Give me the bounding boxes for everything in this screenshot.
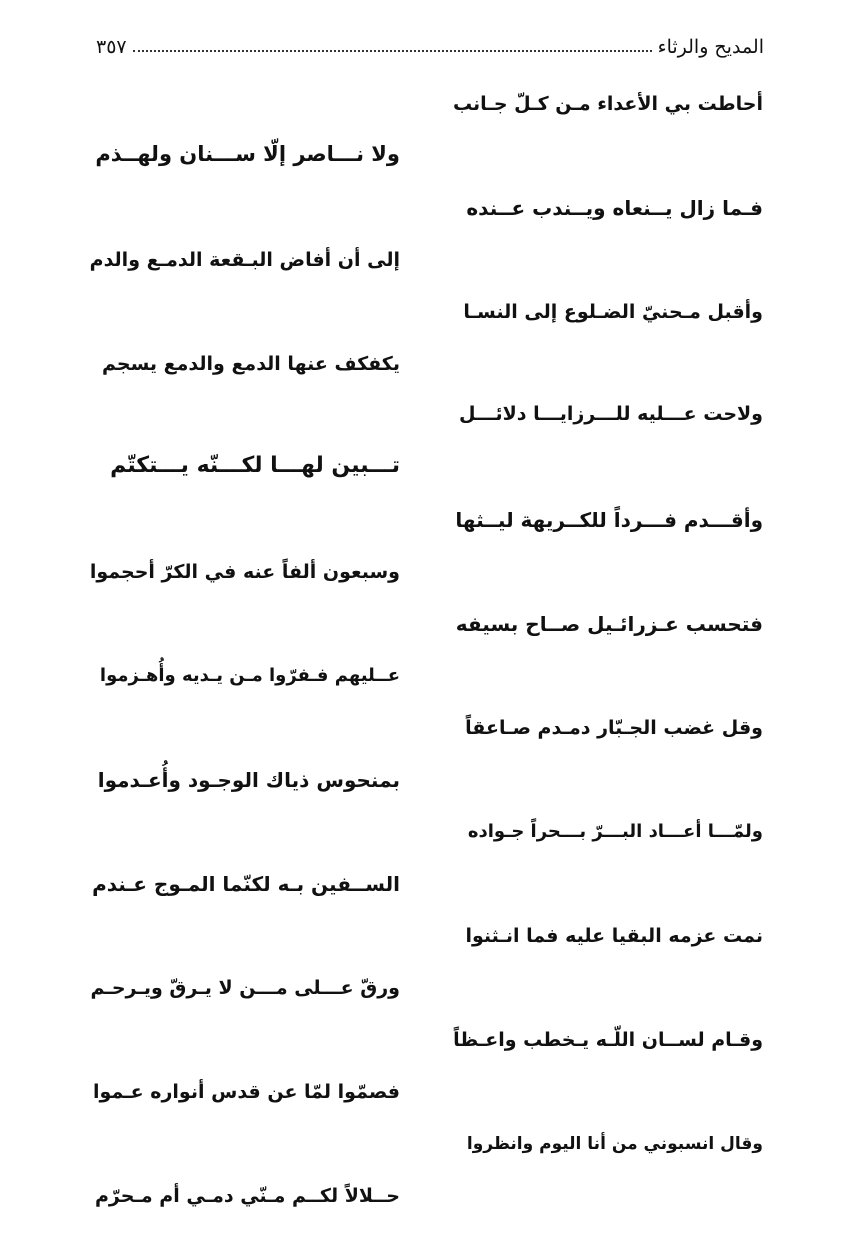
verse-9-first-hemistich: نمت عزمه البقيا عليه فما انـثنوا xyxy=(465,925,763,947)
verse-3-first-hemistich: وأقبل مـحنيّ الضـلوع إلى النسـا xyxy=(463,301,763,323)
page-number: ٣٥٧ xyxy=(96,36,127,58)
header-leader-dots xyxy=(133,38,652,52)
chapter-title: المديح والرثاء xyxy=(657,36,764,58)
running-header xyxy=(96,30,764,64)
verse-11-first-hemistich: وقال انسبوني من أنا اليوم وانظروا xyxy=(466,1134,763,1154)
verse-5-second-hemistich: وسبعون ألفاً عنه في الكرّ أحجموا xyxy=(89,561,400,583)
verse-10-first-hemistich: وقـام لســان اللّـه يـخطب واعـظاً xyxy=(453,1029,763,1051)
verse-2-first-hemistich: فـما زال يــنعاه ويــندب عــنده xyxy=(466,196,763,220)
verse-6-first-hemistich: فتحسب عـزرائـيل صــاح بسيفه xyxy=(455,612,763,636)
verse-10-second-hemistich: فصمّوا لمّا عن قدس أنواره عـموا xyxy=(93,1081,400,1103)
verse-3-second-hemistich: يكفكف عنها الدمع والدمع يسجم xyxy=(101,353,400,375)
verse-11-second-hemistich: حــلالاً لكــم مـنّي دمـي أم مـحرّم xyxy=(94,1185,400,1207)
verse-6-second-hemistich: عــليهم فـفرّوا مـن يـديه وأُهـزموا xyxy=(99,665,400,686)
verse-9-second-hemistich: ورقّ عـــلى مـــن لا يـرقّ ويـرحـم xyxy=(90,977,400,999)
verse-1-second-hemistich: ولا نـــاصر إلّا ســـنان ولهــذم xyxy=(95,142,400,166)
verse-1-first-hemistich: أحاطت بي الأعداء مـن كـلّ جـانب xyxy=(452,93,763,115)
verse-5-first-hemistich: وأقـــدم فـــرداً للكــريهة ليــثها xyxy=(455,508,763,532)
verse-7-first-hemistich: وقل غضب الجـبّار دمـدم صـاعقاً xyxy=(465,717,763,739)
verse-8-second-hemistich: الســفين بـه لكنّما المـوج عـندم xyxy=(92,872,400,896)
verse-8-first-hemistich: ولمّـــا أعـــاد البـــرّ بـــحراً جـواده xyxy=(467,821,763,842)
verse-2-second-hemistich: إلى أن أفاض البـقعة الدمـع والدم xyxy=(89,249,400,271)
verse-4-first-hemistich: ولاحت عـــليه للـــرزايـــا دلائـــل xyxy=(459,403,763,425)
verse-7-second-hemistich: بمنحوس ذياك الوجـود وأُعـدموا xyxy=(97,768,400,792)
verse-4-second-hemistich: تـــبين لهـــا لكـــنّه يـــتكتّم xyxy=(110,453,400,478)
